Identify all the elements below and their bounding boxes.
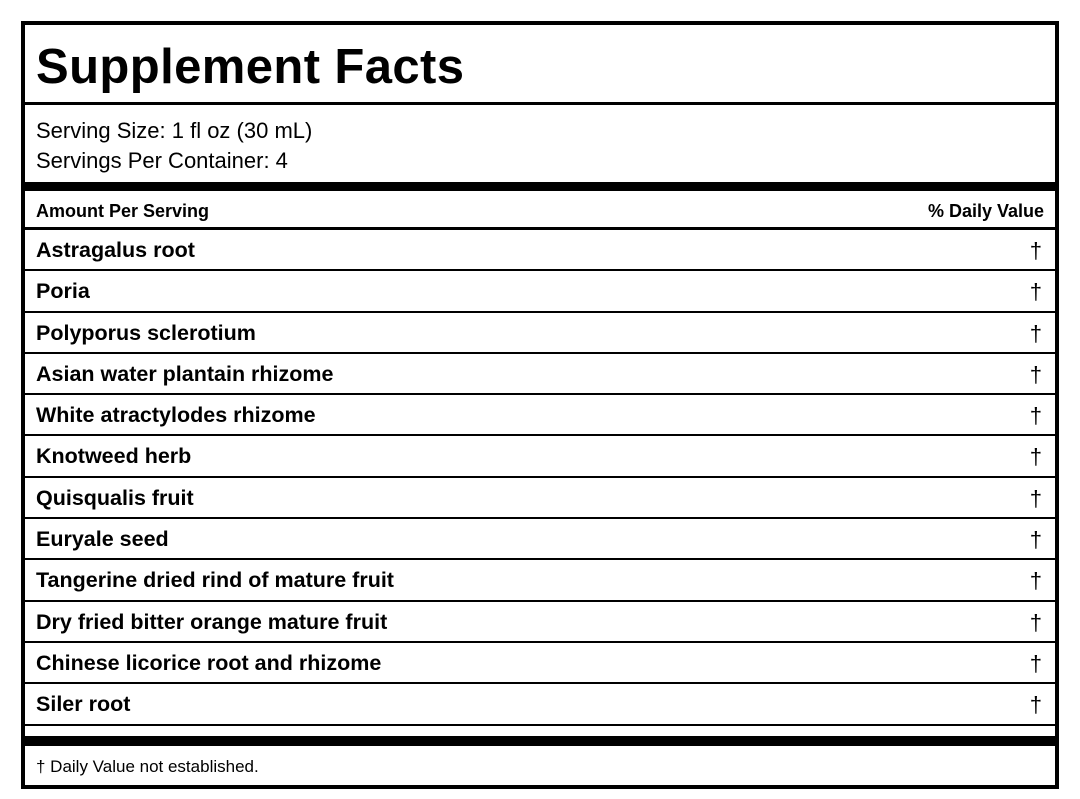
title-row <box>25 25 1055 105</box>
ingredient-name: Euryale seed <box>36 527 169 552</box>
ingredient-row <box>25 436 1055 477</box>
ingredient-name: Asian water plantain rhizome <box>36 361 334 386</box>
servings-per-container: Servings Per Container: 4 <box>36 148 288 173</box>
column-header-row <box>25 191 1055 230</box>
ingredient-name: Tangerine dried rind of mature fruit <box>36 568 394 593</box>
daily-value-mark: † <box>1029 650 1042 676</box>
daily-value-mark: † <box>1029 238 1042 263</box>
ingredient-name: Poria <box>36 279 90 304</box>
daily-value-mark: † <box>1029 444 1042 470</box>
ingredient-row <box>25 602 1055 643</box>
ingredient-row <box>25 478 1055 519</box>
footnote: † Daily Value not established. <box>36 757 259 776</box>
ingredient-name: Polyporus sclerotium <box>36 320 256 345</box>
ingredient-row <box>25 684 1055 725</box>
ingredient-row <box>25 271 1055 312</box>
daily-value-mark: † <box>1029 485 1042 511</box>
daily-value-mark: † <box>1029 609 1042 635</box>
daily-value-mark: † <box>1029 568 1042 594</box>
ingredient-row <box>25 519 1055 560</box>
daily-value-mark: † <box>1029 403 1042 429</box>
panel-title: Supplement Facts <box>36 40 465 94</box>
ingredient-row <box>25 643 1055 684</box>
daily-value-mark: † <box>1029 279 1042 305</box>
ingredient-row <box>25 395 1055 436</box>
daily-value-mark: † <box>1029 692 1042 718</box>
ingredient-row <box>25 560 1055 601</box>
serving-size: Serving Size: 1 fl oz (30 mL) <box>36 118 313 143</box>
supplement-facts-panel <box>21 21 1059 789</box>
ingredient-row <box>25 313 1055 354</box>
daily-value-mark: † <box>1029 320 1042 346</box>
ingredient-name: Chinese licorice root and rhizome <box>36 650 382 675</box>
ingredient-name: Dry fried bitter orange mature fruit <box>36 609 388 634</box>
thick-divider-bottom <box>25 736 1055 746</box>
thick-divider-top <box>25 182 1055 191</box>
ingredient-list <box>25 230 1055 726</box>
ingredient-row <box>25 354 1055 395</box>
serving-info <box>36 116 312 176</box>
daily-value-mark: † <box>1029 361 1042 387</box>
ingredient-row <box>25 230 1055 271</box>
ingredient-name: White atractylodes rhizome <box>36 403 316 428</box>
daily-value-header: % Daily Value <box>927 201 1044 221</box>
ingredient-name: Knotweed herb <box>36 444 192 469</box>
daily-value-mark: † <box>1029 527 1042 553</box>
ingredient-name: Quisqualis fruit <box>36 485 194 510</box>
amount-per-serving-header: Amount Per Serving <box>36 201 210 221</box>
ingredient-name: Siler root <box>36 692 131 717</box>
ingredient-name: Astragalus root <box>36 238 195 262</box>
